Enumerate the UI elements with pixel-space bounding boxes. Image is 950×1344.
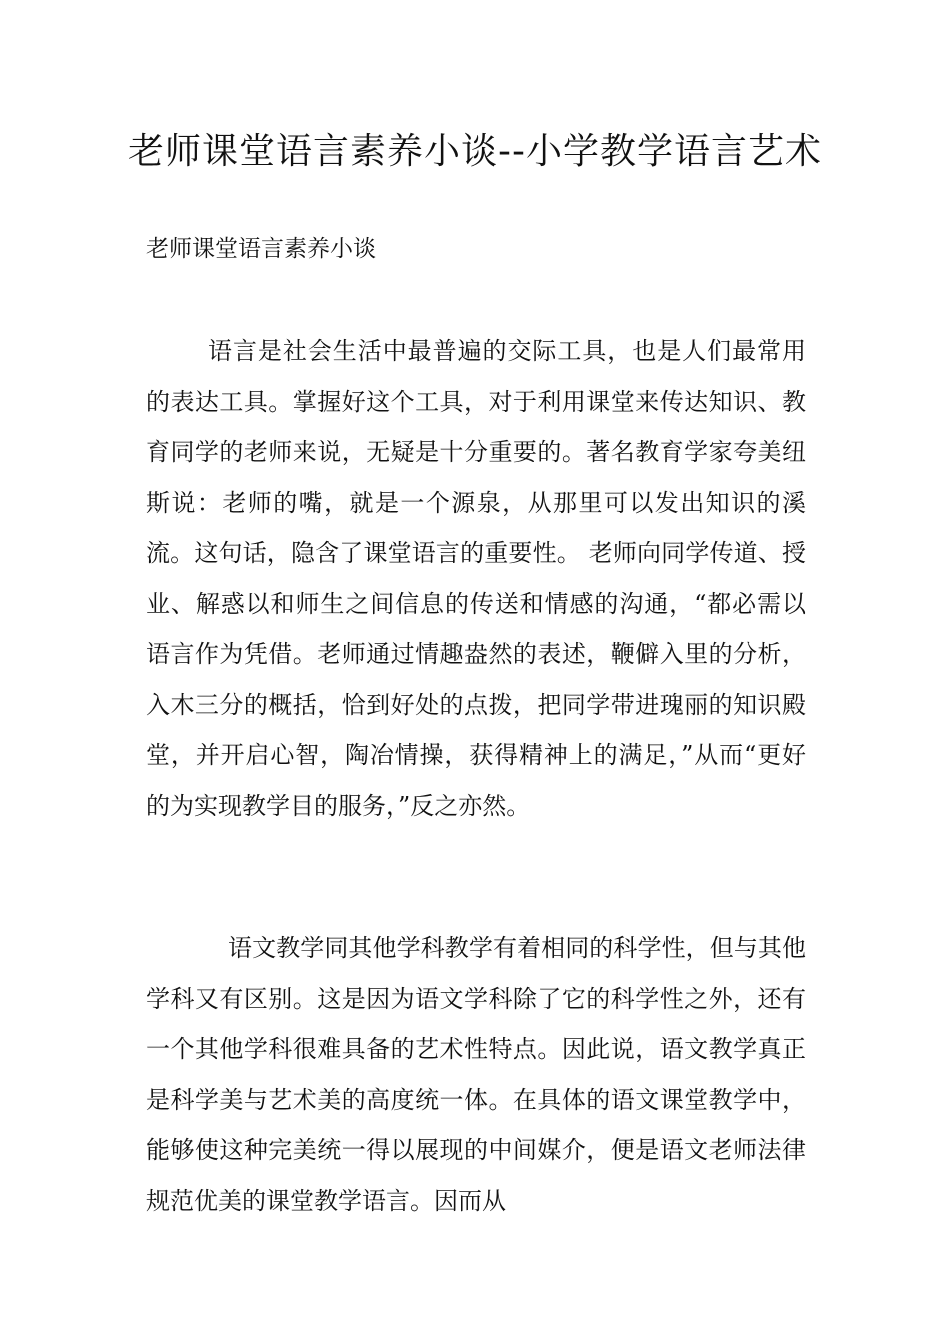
document-title: 老师课堂语言素养小谈--小学教学语言艺术 [128,131,822,172]
paragraph-2: 语文教学同其他学科教学有着相同的科学性，但与其他学科又有区别。这是因为语文学科除了它的科学性之外，还有一个其他学科很难具备的艺术性特点。因此说，语文教学真正是科学美与艺术美的高度统一体。在具体的语文课堂教学中，能够使这种完美统一得以展现的中间媒介，便是语文老师法律规范优美的课堂教学语言。因而从 [146,934,806,1215]
paragraph-1: 语言是社会生活中最普遍的交际工具，也是人们最常用的表达工具。掌握好这个工具，对于利用课堂来传达知识、教育同学的老师来说，无疑是十分重要的。著名教育学家夸美纽斯说：老师的嘴，就是一个源泉，从那里可以发出知识的溪流。这句话，隐含了课堂语言的重要性。 老师向同学传道、授业、解惑以和师生之间信息的传送和情感的沟通，“都必需以语言作为凭借。老师通过情趣盎然的表述，鞭僻入里的分析，入木三分的概括，恰到好处的点拨，把同学带进瑰丽的知识殿堂，并开启心智，陶冶情操，获得精神上的满足，”从而“更好的为实现教学目的服务，”反之亦然。 [146,337,806,820]
document-subtitle: 老师课堂语言素养小谈 [146,236,376,262]
